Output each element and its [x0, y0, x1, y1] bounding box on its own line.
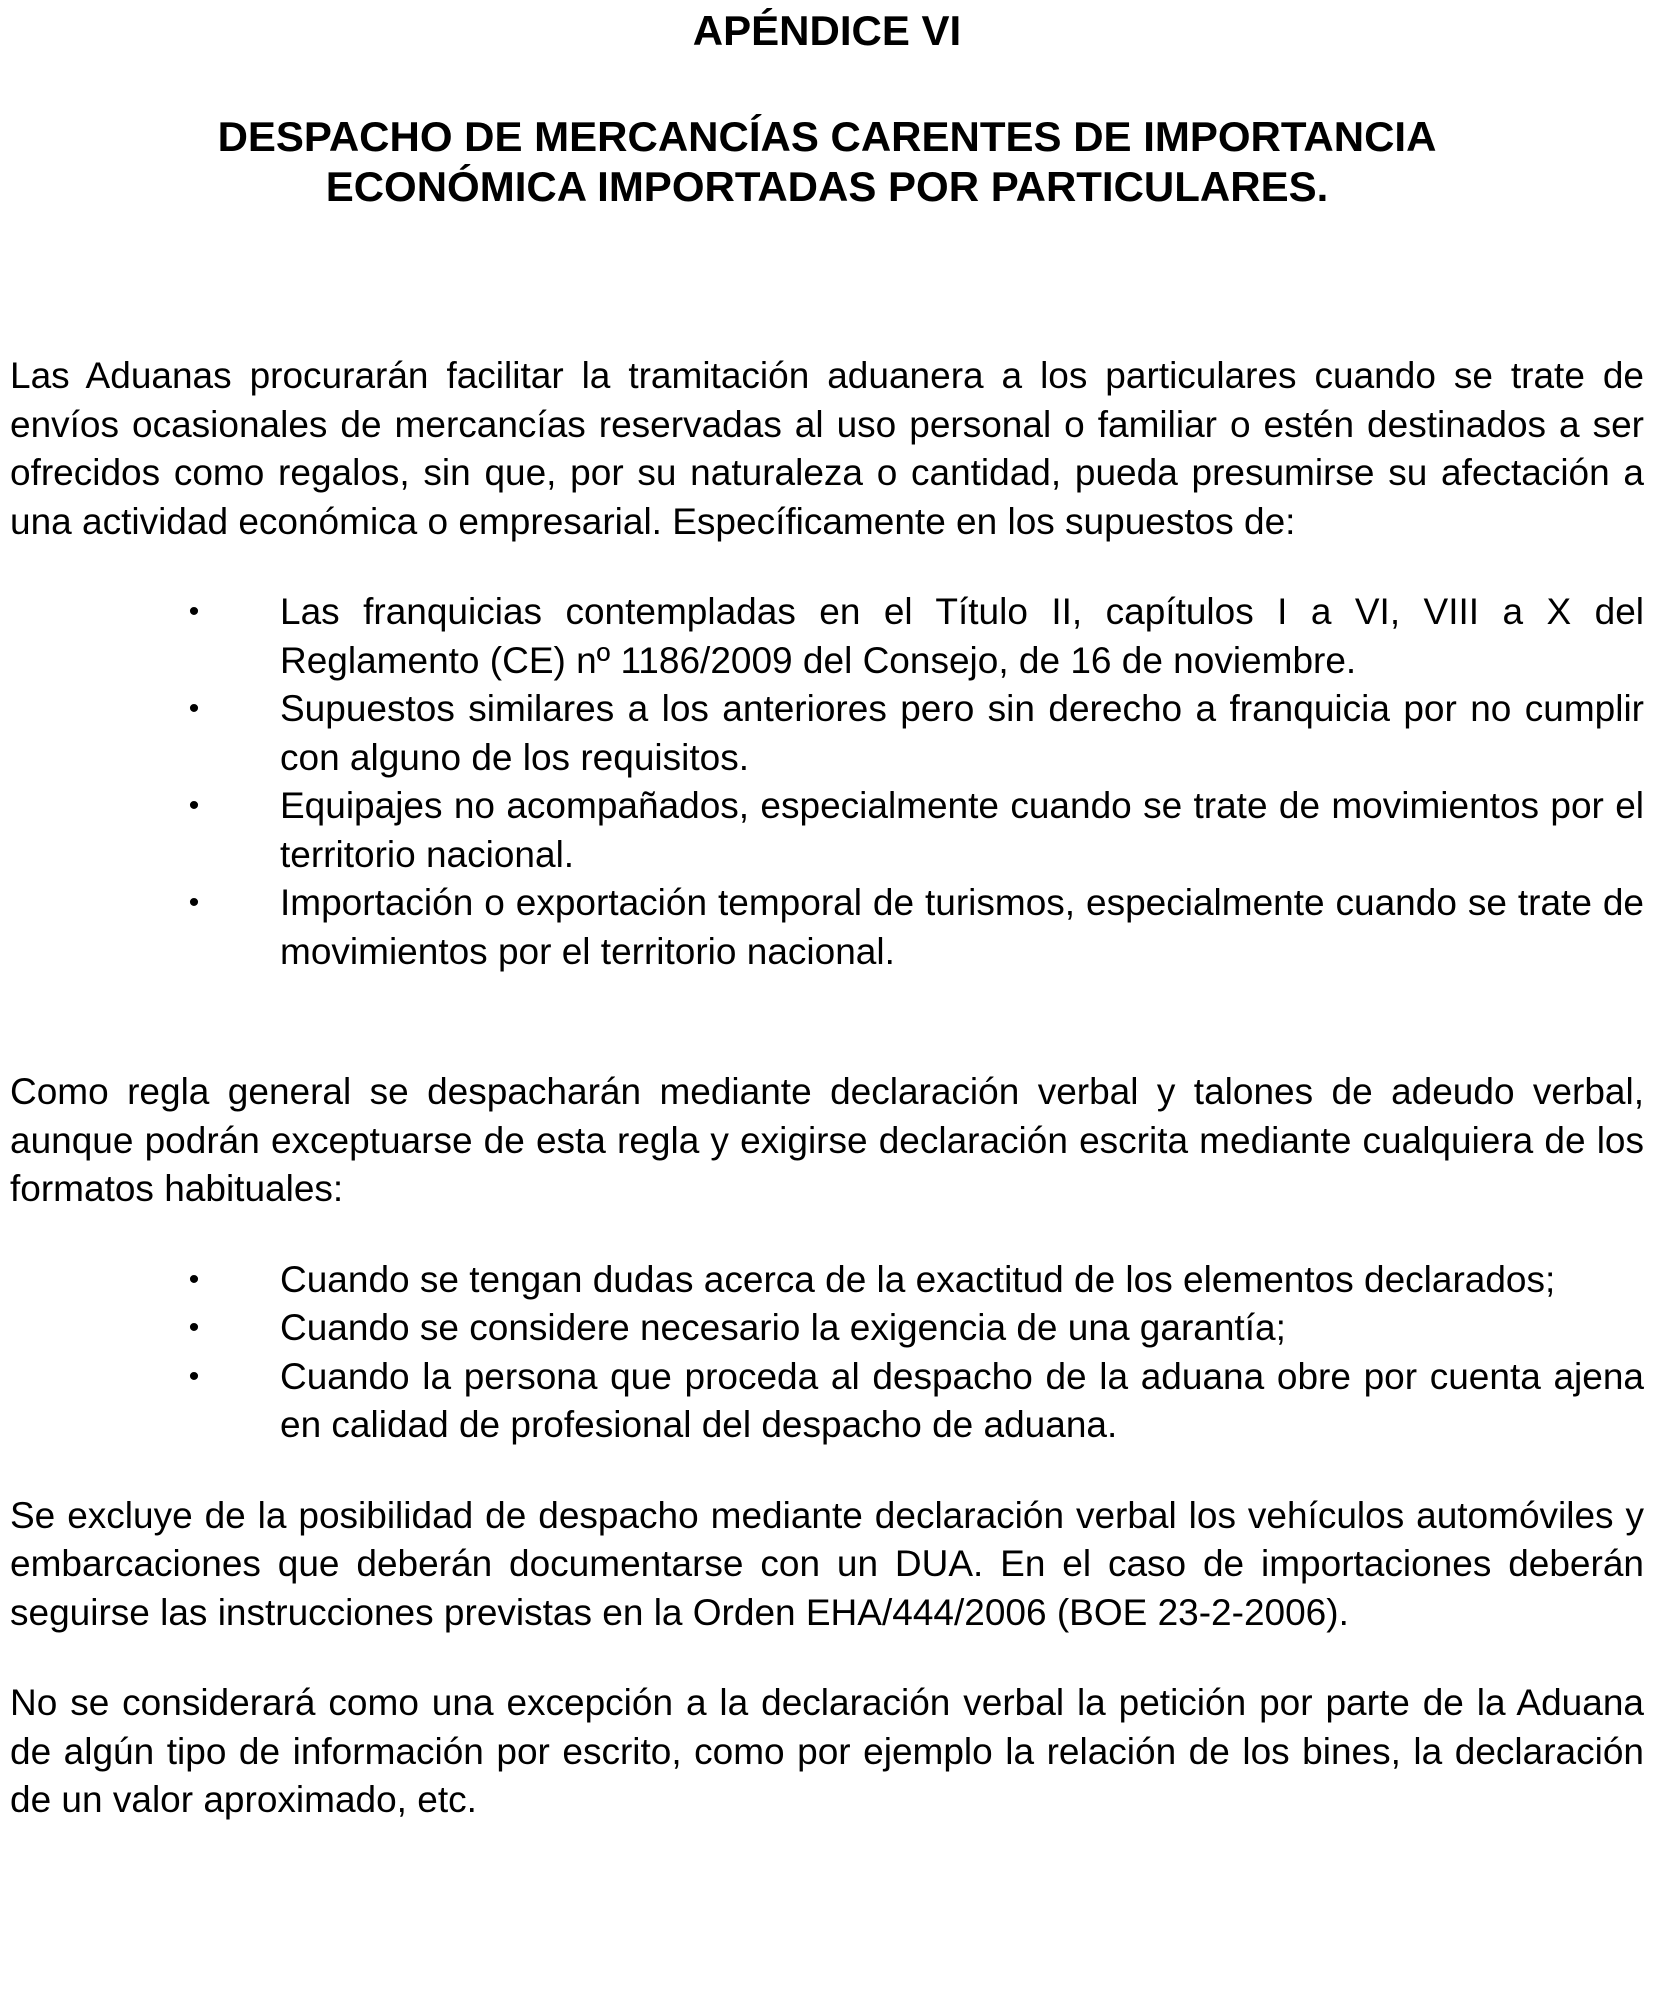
list-item-text: Cuando se considere necesario la exigencia de una garantía;	[280, 1307, 1286, 1348]
bullet-icon: •	[188, 1311, 200, 1344]
bullet-icon: •	[188, 789, 200, 822]
intro-paragraph: Las Aduanas procurarán facilitar la tramitación aduanera a los particulares cuando se trate de envíos ocasionales de mercancías reservadas al uso personal o familiar o estén destinados a ser ofrecidos como regalos, sin que, por su naturaleza o cantidad, pueda presumirse su afectación a una actividad económica o empresarial. Específicamente en los supuestos de:	[10, 355, 1644, 542]
appendix-title: APÉNDICE VI	[692, 7, 962, 54]
document-title-line-1: DESPACHO DE MERCANCÍAS CARENTES DE IMPORTANCIA	[217, 113, 1437, 160]
bullet-icon: •	[188, 1359, 200, 1393]
list-item	[10, 782, 1644, 879]
excepciones-list	[10, 1256, 1644, 1450]
list-item	[10, 1256, 1644, 1305]
list-item-text: Supuestos similares a los anteriores pero sin derecho a franquicia por no cumplir con alguno de los requisitos.	[280, 688, 1644, 778]
supuestos-list	[10, 588, 1644, 976]
list-item	[10, 1353, 1644, 1450]
document-title-line-2: ECONÓMICA IMPORTADAS POR PARTICULARES.	[325, 163, 1329, 210]
list-item-text: Cuando la persona que proceda al despacho de la aduana obre por cuenta ajena en calidad de profesional del despacho de aduana.	[280, 1355, 1644, 1445]
exclusion-paragraph: Se excluye de la posibilidad de despacho mediante declaración verbal los vehículos automóviles y embarcaciones que deberán documentarse con un DUA. En el caso de importaciones deberán seguirse las instrucciones previstas en la Orden EHA/444/2006 (BOE 23-2-2006).	[10, 1494, 1644, 1633]
regla-general-paragraph: Como regla general se despacharán mediante declaración verbal y talones de adeudo verbal, aunque podrán exceptuarse de esta regla y exigirse declaración escrita mediante cualquiera de los formatos habituales:	[10, 1071, 1644, 1209]
list-item-text: Las franquicias contempladas en el Título II, capítulos I a VI, VIII a X del Reglamento (CE) nº 1186/2009 del Consejo, de 16 de noviembre.	[280, 591, 1644, 681]
bullet-icon: •	[188, 1262, 200, 1296]
bullet-icon: •	[188, 595, 200, 628]
list-item	[10, 1304, 1644, 1353]
list-item-text: Equipajes no acompañados, especialmente cuando se trate de movimientos por el territorio nacional.	[280, 785, 1644, 875]
list-item-text: Importación o exportación temporal de turismos, especialmente cuando se trate de movimientos por el territorio nacional.	[280, 882, 1644, 972]
bullet-icon: •	[188, 886, 200, 919]
list-item	[10, 685, 1644, 782]
list-item	[10, 588, 1644, 685]
document-page	[10, 0, 1644, 1825]
document-title	[10, 112, 1644, 212]
nota-final-paragraph: No se considerará como una excepción a la declaración verbal la petición por parte de la Aduana de algún tipo de información por escrito, como por ejemplo la relación de los bines, la declaración de un valor aproximado, etc.	[10, 1682, 1644, 1820]
bullet-icon: •	[188, 692, 200, 725]
list-item-text: Cuando se tengan dudas acerca de la exactitud de los elementos declarados;	[280, 1258, 1556, 1300]
list-item	[10, 879, 1644, 976]
